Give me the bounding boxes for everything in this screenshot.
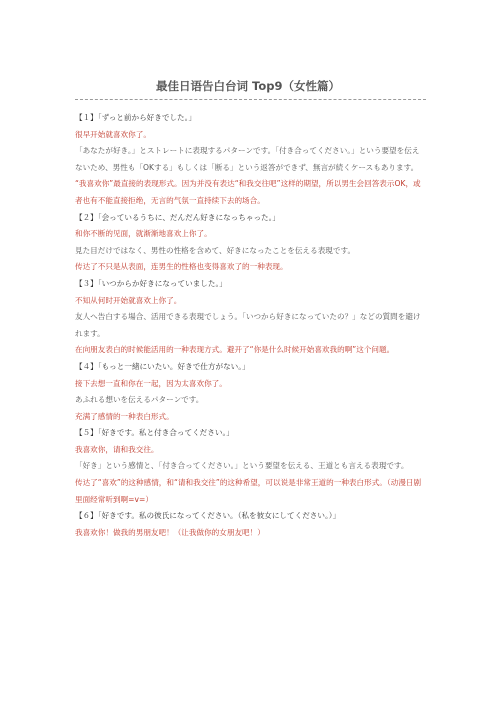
chinese-paragraph: “我喜欢你”最直接的表现形式。因为并没有表达“和我交往吧”这样的期望，所以男生会回答表示OK，或者也有不能直接拒绝，无言的气氛一直持续下去的场合。: [75, 179, 421, 205]
chinese-paragraph: 在向朋友表白的时候能活用的一种表现方式。避开了“你是什么时候开始喜欢我的啊”这个问题。: [75, 345, 395, 355]
japanese-paragraph: あふれる想いを伝えるパターンです。: [75, 395, 204, 405]
japanese-paragraph: 「あなたが好き。」とストレートに表現するパターンです。「付き合ってください。」という要望を伝えないため、男性も「OKする」もしくは「断る」という返答ができず、無言が続くケースもあります。: [75, 146, 420, 172]
document-body: [75, 110, 426, 541]
section-heading: 【３】「いつからか好きになっていました。」: [75, 278, 227, 288]
chinese-paragraph: 传达了不只是从表面，连男生的性格也变得喜欢了的一种表现。: [75, 262, 288, 272]
title-divider: [75, 99, 426, 100]
chinese-paragraph: 传达了“喜欢”的这种感情，和“请和我交往”的这种希望，可以说是非常王道的一种表白形式。（动漫日剧里面经常听到啊=v=）: [75, 478, 422, 504]
chinese-paragraph: 充满了感情的一种表白形式。: [75, 411, 174, 421]
chinese-paragraph: 和你不断的见面，就渐渐地喜欢上你了。: [75, 229, 212, 239]
section-heading: 【１】「ずっと前から好きでした。」: [75, 113, 197, 122]
section-heading: 【５】「好きです。私と付き合ってください。」: [75, 428, 234, 438]
chinese-paragraph: 不知从何时开始就喜欢上你了。: [75, 295, 182, 305]
japanese-paragraph: 見た目だけではなく、男性の性格を含めて、好きになったことを伝える表現です。: [75, 245, 356, 255]
chinese-paragraph: 我喜欢你，请和我交往。: [75, 444, 159, 454]
section-heading: 【６】「好きです。私の彼氏になってください。（私を彼女にしてください。）」: [75, 511, 341, 521]
section-heading: 【４】「もっと一緒にいたい。好きで仕方がない。」: [75, 361, 250, 371]
chinese-paragraph: 接下去想一直和你在一起，因为太喜欢你了。: [75, 378, 227, 388]
japanese-paragraph: 友人へ告白する場合、活用できる表現でしょう。「いつから好きになっていたの？」などの質問を避けれます。: [75, 312, 421, 338]
chinese-paragraph: 很早开始就喜欢你了。: [75, 129, 151, 139]
japanese-paragraph: 「好き」という感情と、「付き合ってください。」という要望を伝える、王道とも言える表現です。: [75, 461, 409, 471]
chinese-paragraph: 我喜欢你！做我的男朋友吧！（让我做你的女朋友吧！）: [75, 527, 265, 537]
document-title: 最佳日语告白台词 Top9（女性篇）: [156, 79, 340, 93]
section-heading: 【２】「会っているうちに、だんだん好きになっちゃった。」: [75, 212, 281, 222]
